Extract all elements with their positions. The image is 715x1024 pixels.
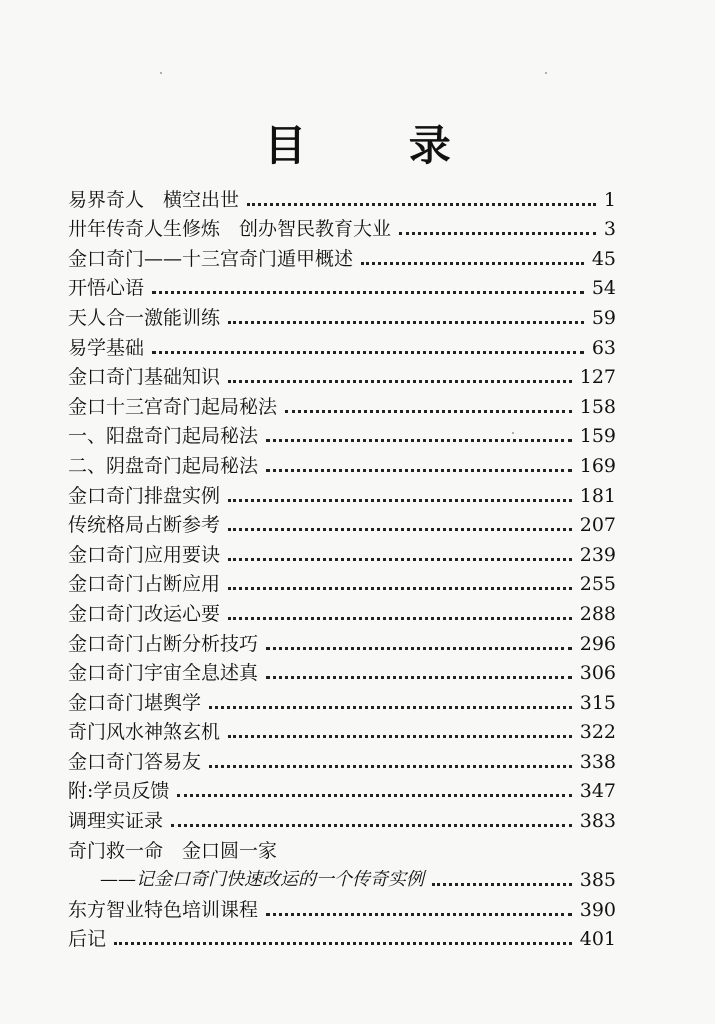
toc-entry-label: 金口奇门改运心要	[68, 602, 221, 625]
toc-entry-label: 金口奇门答易友	[68, 750, 202, 773]
dot-leader	[432, 883, 572, 886]
paper-speck	[160, 72, 162, 74]
toc-entry-label: 奇门风水神煞玄机	[68, 721, 221, 744]
toc-entry-label: 金口奇门占断分析技巧	[68, 632, 259, 655]
toc-entry-label: 调理实证录	[68, 810, 164, 833]
dot-leader	[228, 558, 572, 561]
toc-entry[interactable]	[68, 360, 616, 390]
toc-entry-page: 385	[579, 869, 616, 892]
toc-entry[interactable]	[68, 182, 616, 212]
toc-entry[interactable]	[68, 715, 616, 745]
toc-entry-label: 易界奇人 横空出世	[68, 188, 240, 211]
dot-leader	[152, 351, 584, 354]
toc-entry-label: 金口奇门——十三宫奇门遁甲概述	[68, 247, 354, 270]
toc-entry-page: 45	[591, 247, 616, 270]
toc-entry-label: 易学基础	[68, 336, 145, 359]
toc-entry-page: 239	[579, 543, 616, 566]
dot-leader	[152, 291, 584, 294]
toc-entry-label: 金口奇门宇宙全息述真	[68, 662, 259, 685]
toc-entry-page: 59	[591, 306, 616, 329]
toc-entry[interactable]	[68, 330, 616, 360]
toc-entry-label: 二、阴盘奇门起局秘法	[68, 454, 259, 477]
toc-entry-page: 181	[579, 484, 616, 507]
toc-entry[interactable]	[68, 803, 616, 833]
dot-leader	[285, 410, 572, 413]
toc-entry-label: 金口奇门基础知识	[68, 366, 221, 389]
dot-leader	[228, 499, 572, 502]
dot-leader	[228, 617, 572, 620]
toc-entry-label: 开悟心语	[68, 277, 145, 300]
dot-leader	[266, 676, 572, 679]
dot-leader	[266, 647, 572, 650]
toc-entry[interactable]	[68, 478, 616, 508]
toc-entry-page: 255	[579, 573, 616, 596]
toc-entry-page: 390	[579, 898, 616, 921]
toc-entry-page: 347	[579, 780, 616, 803]
toc-entry[interactable]	[68, 300, 616, 330]
toc-entry-page: 383	[579, 810, 616, 833]
dot-leader	[266, 439, 572, 442]
dot-leader	[209, 765, 572, 768]
toc-entry[interactable]	[68, 685, 616, 715]
toc-entry-label: 东方智业特色培训课程	[68, 898, 259, 921]
toc-entry-page: 207	[579, 514, 616, 537]
dot-leader	[247, 203, 596, 206]
toc-entry-label: 一、阳盘奇门起局秘法	[68, 425, 259, 448]
toc-entry[interactable]	[68, 537, 616, 567]
dot-leader	[209, 706, 572, 709]
toc-entry[interactable]	[68, 419, 616, 449]
dot-leader	[228, 587, 572, 590]
dot-leader	[228, 735, 572, 738]
toc-entry-label: 奇门救一命 金口圆一家	[68, 839, 278, 862]
toc-entry-page: 338	[579, 750, 616, 773]
toc-entry-sublabel: ——记金口奇门快速改运的一个传奇实例	[100, 869, 424, 891]
toc-entry[interactable]	[68, 626, 616, 656]
toc-entry[interactable]	[68, 656, 616, 686]
toc-entry-label: 金口十三宫奇门起局秘法	[68, 395, 278, 418]
dot-leader	[171, 824, 572, 827]
toc-entry-label: 后记	[68, 928, 107, 951]
toc-entry-page: 288	[579, 602, 616, 625]
toc-entry[interactable]	[68, 922, 616, 952]
toc-entry-page: 169	[579, 454, 616, 477]
toc-entry-label: 天人合一激能训练	[68, 306, 221, 329]
toc-entry-page: 127	[579, 366, 616, 389]
dot-leader	[361, 262, 584, 265]
dot-leader	[228, 321, 584, 324]
dot-leader	[266, 913, 572, 916]
toc-entry-label: 传统格局占断参考	[68, 514, 221, 537]
dot-leader	[228, 380, 572, 383]
toc-entry-page: 159	[579, 425, 616, 448]
toc-entry-page: 3	[603, 218, 616, 241]
page-title: 目 录	[264, 121, 495, 170]
toc-entry-label: 金口奇门排盘实例	[68, 484, 221, 507]
toc-entry[interactable]	[68, 389, 616, 419]
toc-entry[interactable]	[68, 212, 616, 242]
toc-entry[interactable]	[68, 744, 616, 774]
toc-entry-label: 金口奇门占断应用	[68, 573, 221, 596]
toc-entry[interactable]	[68, 596, 616, 626]
toc-entry-page: 401	[579, 928, 616, 951]
toc-entry[interactable]	[68, 241, 616, 271]
toc-entry-label: 卅年传奇人生修炼 创办智民教育大业	[68, 218, 392, 241]
toc-entry-page: 158	[579, 395, 616, 418]
dot-leader	[228, 528, 572, 531]
toc-entry-page: 296	[579, 632, 616, 655]
toc-entry[interactable]	[68, 892, 616, 922]
toc-entry-label: 附:学员反馈	[68, 780, 170, 803]
paper-speck	[545, 72, 547, 74]
dot-leader	[399, 232, 596, 235]
toc-entry[interactable]	[68, 448, 616, 478]
toc-entry-subtitle[interactable]	[68, 863, 616, 893]
toc-entry-page: 1	[603, 188, 616, 211]
toc-entry[interactable]	[68, 271, 616, 301]
dot-leader	[177, 794, 571, 797]
toc-entry[interactable]	[68, 774, 616, 804]
toc-entry-page: 315	[579, 691, 616, 714]
dot-leader	[266, 469, 572, 472]
toc-entry-page: 63	[591, 336, 616, 359]
toc-entry-page: 322	[579, 721, 616, 744]
toc-entry-label: 金口奇门应用要诀	[68, 543, 221, 566]
toc-entry[interactable]	[68, 508, 616, 538]
toc-entry[interactable]	[68, 567, 616, 597]
toc-entry[interactable]	[68, 833, 616, 863]
toc-entry-label: 金口奇门堪舆学	[68, 691, 202, 714]
toc-entry-page: 306	[579, 662, 616, 685]
dot-leader	[114, 942, 572, 945]
table-of-contents	[68, 182, 616, 951]
toc-entry-page: 54	[591, 277, 616, 300]
